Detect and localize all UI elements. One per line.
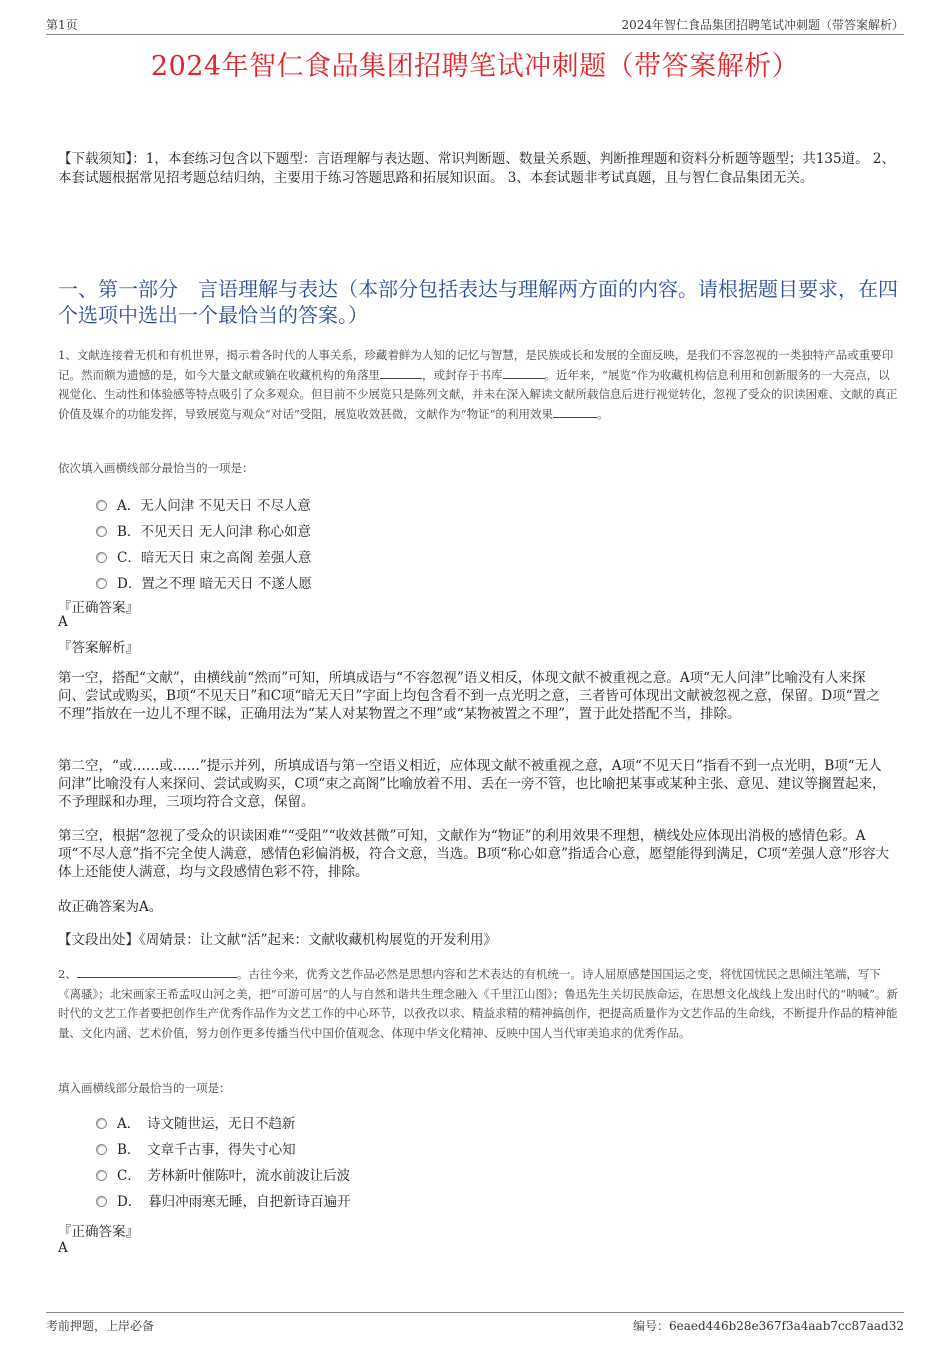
option-label: A． 诗文随世运，无日不趋新 — [117, 1116, 296, 1132]
footer-slogan: 考前押题，上岸必备 — [46, 1319, 155, 1333]
q1-answer-label: 『正确答案』 — [58, 600, 139, 616]
q1-analysis-para: 第三空，根据“忽视了受众的识读困难”“受阻”“收效甚微”可知，文献作为“物证”的利用效果不理想，横线处应体现出消极的感情色彩。A项“不尽人意”指不完全使人满意，感情色彩偏消极，符合文意，当选。B项“称心如意”指适合心意，愿望能得到满足，C项“差强人意”形容大体上还能使人满意，均与文段感情色彩不符，排除。 — [58, 828, 890, 880]
q1-analysis-para: 第一空，搭配“文献”，由横线前“然而”可知，所填成语与“不容忽视”语义相反，体现文献不被重视之意。A项“无人问津”比喻没有人来探问、尝试或购买，B项“不见天日”和C项“暗无天日”字面上均包含看不到一点光明之意，三者皆可体现出文献被忽视之意，保留。D项“置之不理”指放在一边儿不理不睬，正确用法为“某人对某物置之不理”或“某物被置之不理”，置于此处搭配不当，排除。 — [58, 670, 880, 722]
q1-text-part: ，或封存于书库 — [422, 367, 503, 382]
option-label: C．暗无天日 束之高阁 差强人意 — [117, 550, 312, 566]
radio-icon[interactable] — [96, 1170, 107, 1181]
q1-source: 【文段出处】《周婧景：让文献“活”起来：文献收藏机构展览的开发利用》 — [58, 932, 498, 948]
q2-answer-label: 『正确答案』 — [58, 1224, 139, 1240]
section-title: 一、第一部分 言语理解与表达（本部分包括表达与理解两方面的内容。请根据题目要求，在四个选项中选出一个最恰当的答案。） — [58, 277, 898, 327]
page-footer — [46, 1312, 904, 1334]
radio-icon[interactable] — [96, 526, 107, 537]
q1-analysis-label: 『答案解析』 — [58, 640, 139, 656]
download-notice: 【下载须知】：1，本套练习包含以下题型：言语理解与表达题、常识判断题、数量关系题、判断推理题和资料分析题等题型；共135道。 2、本套试题根据常见招考题总结归纳，主要用于练习答题思路和拓展知识面。 3、本套试题非考试真题，且与智仁食品集团无关。 — [58, 151, 895, 186]
q2-number: 2、 — [58, 967, 77, 981]
q1-option-b[interactable] — [96, 522, 311, 542]
option-label: D． 暮归冲雨寒无睡，自把新诗百遍开 — [117, 1194, 351, 1210]
q1-text-part: 1、文献连接着无机和有机世界，揭示着各时代的人事关系，珍藏着鲜为人知的记忆与智慧，是民族成长和发展的全面反映，是我们不容忽视的一类独特产品或重要印记。然而颇为遗憾的是，如今大量文献或躺在收藏机构的角落里 — [58, 348, 894, 382]
question-2-prompt: 填入画横线部分最恰当的一项是： — [58, 1081, 231, 1095]
radio-icon[interactable] — [96, 552, 107, 563]
q2-text: 。古往今来，优秀文艺作品必然是思想内容和艺术表达的有机统一。诗人屈原感楚国国运之变，将忧国忧民之思倾注笔端，写下《离骚》；北宋画家王希孟叹山河之美，把“可游可居”的人与自然和谐共生理念融入《千里江山图》；鲁迅先生关切民族命运，在思想文化战线上发出时代的“呐喊”。新时代的文艺工作者要把创作生产优秀作品作为文艺工作的中心环节，以孜孜以求、精益求精的精神搞创作，把提高质量作为文艺作品的生命线，不断提升作品的精神能量、文化内涵、艺术价值，努力创作更多传播当代中国价值观念、体现中华文化精神、反映中国人当代审美追求的优秀作品。 — [58, 967, 899, 1040]
fill-blank — [380, 366, 422, 379]
option-label: A．无人问津 不见天日 不尽人意 — [117, 498, 311, 514]
q1-analysis-conclusion: 故正确答案为A。 — [58, 899, 163, 915]
footer-doc-id: 编号：6eaed446b28e367f3a4aab7cc87aad32 — [633, 1319, 904, 1333]
option-label: C． 芳林新叶催陈叶，流水前波让后波 — [117, 1168, 351, 1184]
q2-option-d[interactable] — [96, 1192, 351, 1212]
radio-icon[interactable] — [96, 500, 107, 511]
question-1-prompt: 依次填入画横线部分最恰当的一项是： — [58, 461, 254, 475]
header-doc-title: 2024年智仁食品集团招聘笔试冲刺题（带答案解析） — [621, 18, 904, 32]
question-1-text — [58, 346, 898, 424]
q1-option-a[interactable] — [96, 496, 311, 516]
fill-blank — [553, 405, 597, 418]
fill-blank — [77, 965, 237, 978]
q2-option-b[interactable] — [96, 1140, 296, 1160]
q1-option-d[interactable] — [96, 574, 312, 594]
q1-text-part: 。 — [597, 406, 609, 421]
q1-text-part: 。近年来，“展览”作为收藏机构信息利用和创新服务的一大亮点，以视觉化、生动性和体验感等特点吸引了众多观众。但目前不少展览只是陈列文献，并未在深入解读文献所载信息后进行视觉转化，忽视了受众的识读困难、文献的真正价值及媒介的功能发挥，导致展览与观众“对话”受阻，展览收效甚微，文献作为“物证”的利用效果 — [58, 367, 898, 421]
q1-option-c[interactable] — [96, 548, 311, 568]
radio-icon[interactable] — [96, 1118, 107, 1129]
page-title: 2024年智仁食品集团招聘笔试冲刺题（带答案解析） — [150, 51, 800, 82]
fill-blank — [503, 366, 545, 379]
radio-icon[interactable] — [96, 578, 107, 589]
radio-icon[interactable] — [96, 1144, 107, 1155]
q2-answer: A — [58, 1240, 68, 1256]
page-header — [46, 16, 904, 35]
q1-answer: A — [58, 614, 68, 630]
page-number: 第1页 — [46, 18, 78, 32]
option-label: B．不见天日 无人问津 称心如意 — [117, 524, 312, 540]
radio-icon[interactable] — [96, 1196, 107, 1207]
q2-option-c[interactable] — [96, 1166, 350, 1186]
q2-option-a[interactable] — [96, 1114, 296, 1134]
q1-analysis-para: 第二空，“或……或……”提示并列，所填成语与第一空语义相近，应体现文献不被重视之意，A项“不见天日”指看不到一点光明，B项“无人问津”比喻没有人来探问、尝试或购买，C项“束之高阁”比喻放着不用、丢在一旁不管，也比喻把某事或某种主张、意见、建议等搁置起来，不予理睬和办理，三项均符合文意，保留。 — [58, 758, 886, 810]
question-2-text — [58, 965, 898, 1043]
option-label: D．置之不理 暗无天日 不遂人愿 — [117, 576, 312, 592]
option-label: B． 文章千古事，得失寸心知 — [117, 1142, 296, 1158]
